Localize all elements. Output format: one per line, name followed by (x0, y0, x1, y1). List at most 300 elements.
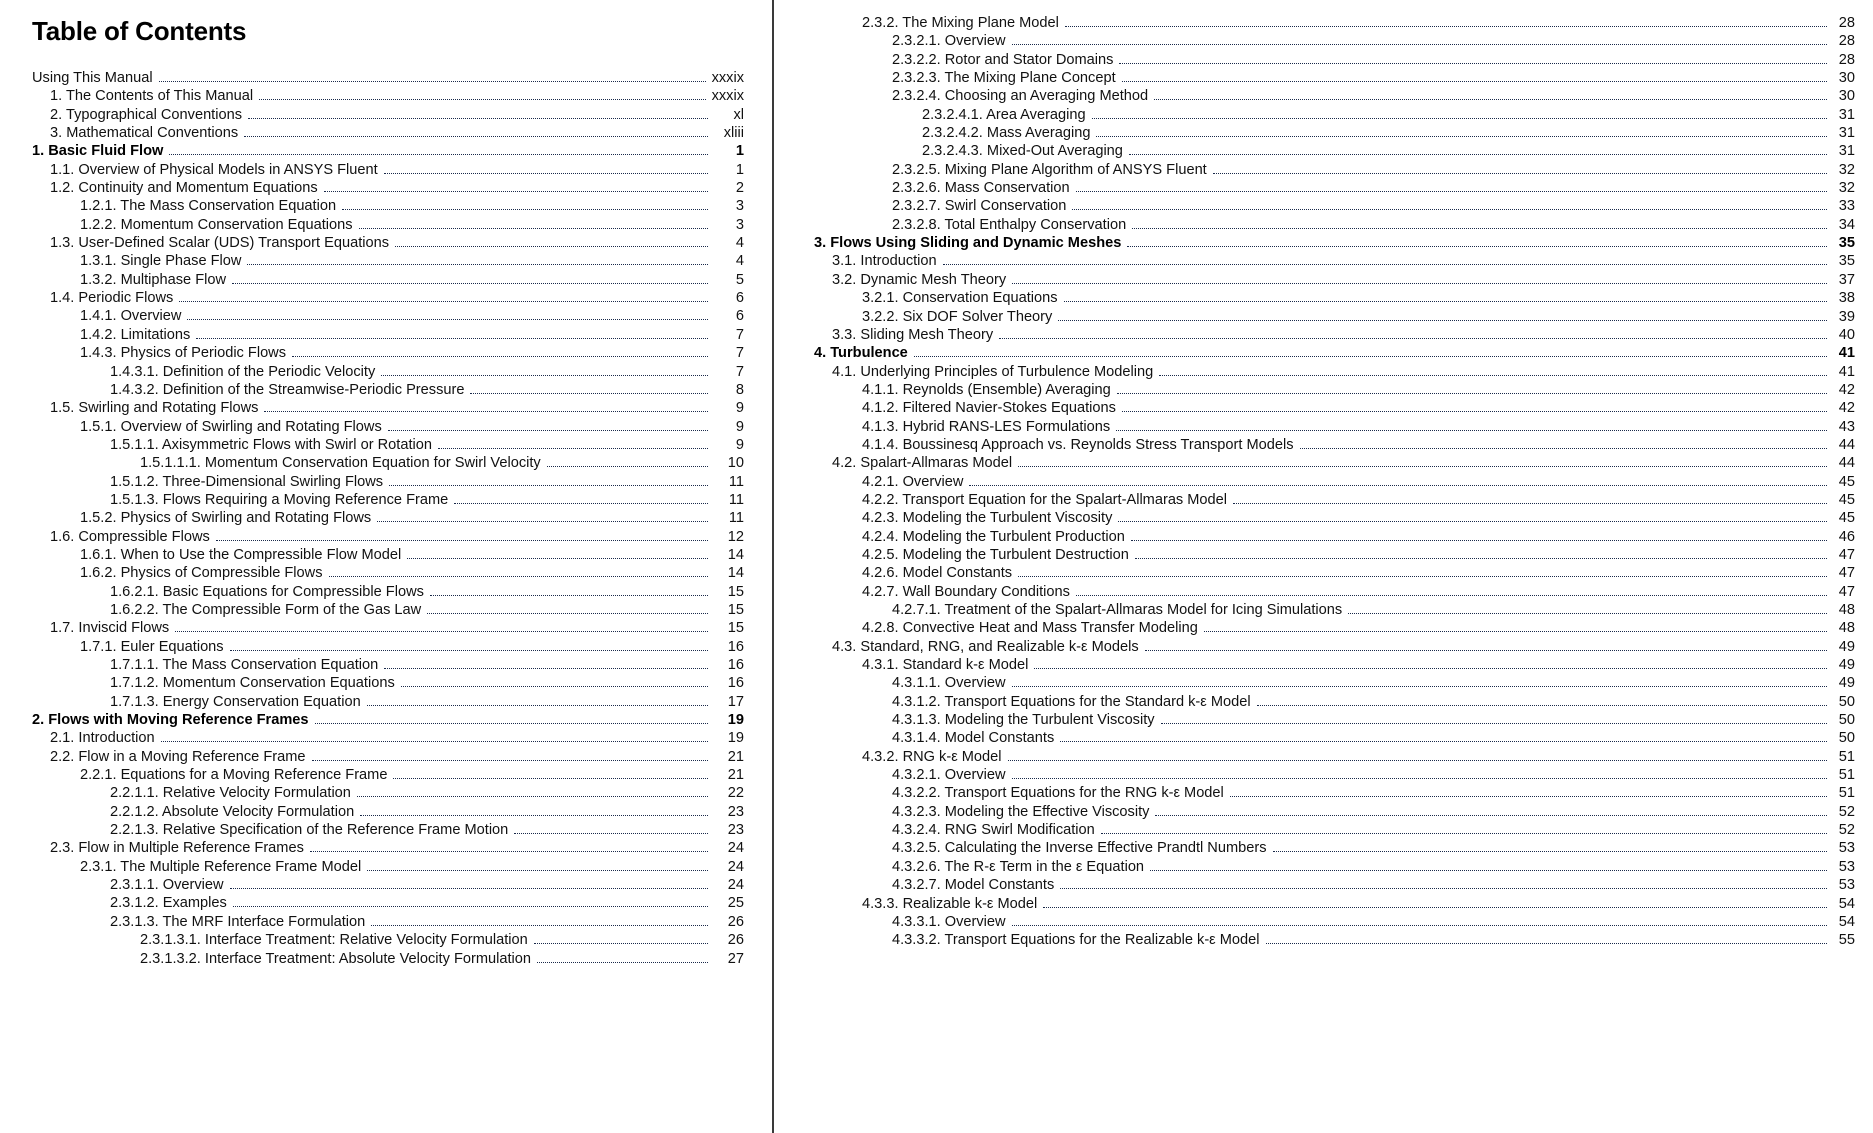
toc-entry-page-number: 53 (1838, 840, 1855, 857)
toc-leader-dots (401, 686, 708, 687)
toc-entry-page-number: 15 (727, 601, 744, 618)
toc-entry-page-number: 1 (735, 143, 744, 160)
toc-entry-label: 1. Basic Fluid Flow (32, 143, 164, 160)
toc-entry-label: 1.4.3. Physics of Periodic Flows (80, 345, 287, 362)
toc-entry[interactable] (814, 161, 1855, 179)
toc-leader-dots (914, 356, 1827, 357)
toc-entry[interactable] (814, 216, 1855, 234)
toc-entry[interactable] (814, 839, 1855, 857)
toc-entry-page-number: 15 (727, 620, 744, 637)
toc-entry[interactable] (814, 601, 1855, 619)
toc-entry[interactable] (814, 326, 1855, 344)
toc-leader-dots (292, 356, 708, 357)
toc-leader-dots (388, 430, 708, 431)
toc-leader-dots (216, 540, 708, 541)
toc-entry-page-number: 3 (735, 216, 744, 233)
toc-entry-page-number: 7 (735, 345, 744, 362)
toc-entry-page-number: 30 (1838, 70, 1855, 87)
toc-entry[interactable] (814, 454, 1855, 472)
toc-entry-label: 4.3.2.1. Overview (892, 767, 1006, 784)
toc-entry[interactable] (814, 399, 1855, 417)
toc-leader-dots (259, 99, 705, 100)
toc-entry-page-number: 49 (1838, 638, 1855, 655)
toc-entry-page-number: 7 (735, 326, 744, 343)
toc-entry-page-number: 33 (1838, 198, 1855, 215)
toc-entry-page-number: 7 (735, 363, 744, 380)
toc-entry[interactable] (32, 931, 744, 949)
toc-entry-label: 1.5.1.3. Flows Requiring a Moving Reference Frame (110, 491, 449, 508)
toc-leader-dots (310, 851, 708, 852)
toc-entry[interactable] (32, 473, 744, 491)
toc-leader-dots (427, 613, 708, 614)
toc-entry-label: 4.3.2. RNG k-ε Model (862, 748, 1002, 765)
toc-entry[interactable] (814, 363, 1855, 381)
toc-entry-label: 1.3.2. Multiphase Flow (80, 271, 227, 288)
toc-entry[interactable] (32, 106, 744, 124)
toc-entry[interactable] (814, 766, 1855, 784)
toc-entry[interactable] (32, 564, 744, 582)
toc-leader-dots (534, 943, 708, 944)
toc-leader-dots (1012, 778, 1827, 779)
toc-entry[interactable] (32, 363, 744, 381)
toc-entry-page-number: 42 (1838, 381, 1855, 398)
toc-leader-dots (1233, 503, 1827, 504)
toc-entry-label: 2. Flows with Moving Reference Frames (32, 712, 309, 729)
toc-leader-dots (1092, 118, 1827, 119)
toc-entry-page-number: 1 (735, 161, 744, 178)
toc-entry[interactable] (32, 124, 744, 142)
toc-entry[interactable] (32, 344, 744, 362)
toc-entry-label: 1.7.1.1. The Mass Conservation Equation (110, 657, 379, 673)
toc-entry[interactable] (32, 179, 744, 197)
toc-entry-page-number: 51 (1838, 748, 1855, 765)
toc-entry-label: 1.4.1. Overview (80, 308, 182, 325)
toc-entry[interactable] (814, 656, 1855, 674)
toc-entry-page-number: 28 (1838, 51, 1855, 68)
toc-entry-label: 3. Flows Using Sliding and Dynamic Meshes (814, 235, 1122, 252)
toc-entry-page-number: 34 (1838, 216, 1855, 233)
toc-leader-dots (1150, 870, 1827, 871)
toc-entry-label: 2.3.2. The Mixing Plane Model (862, 15, 1059, 31)
toc-entry-label: 1.5.2. Physics of Swirling and Rotating Flows (80, 510, 372, 527)
toc-entry-label: 4.3.1.1. Overview (892, 675, 1006, 692)
toc-entry-label: 4. Turbulence (814, 345, 908, 362)
toc-entry-label: 4.3.1.2. Transport Equations for the Standard k-ε Model (892, 693, 1251, 710)
toc-entry[interactable] (814, 69, 1855, 87)
toc-entry-label: 4.3.1.4. Model Constants (892, 730, 1055, 747)
toc-entry[interactable] (32, 729, 744, 747)
toc-entry-page-number: 9 (735, 436, 744, 453)
toc-leader-dots (1155, 815, 1827, 816)
toc-entry[interactable] (32, 894, 744, 912)
toc-entry-page-number: 9 (735, 400, 744, 417)
toc-entry-label: 1.6.2. Physics of Compressible Flows (80, 565, 323, 582)
toc-entry[interactable] (814, 674, 1855, 692)
toc-entry-label: 4.2.7.1. Treatment of the Spalart-Allmaras Model for Icing Simulations (892, 602, 1343, 618)
toc-entry[interactable] (814, 638, 1855, 656)
toc-entry-page-number: 11 (728, 510, 744, 527)
toc-entry-label: 1.7.1.2. Momentum Conservation Equations (110, 675, 395, 692)
toc-entry-page-number: 2 (735, 180, 744, 197)
toc-entry-page-number: 54 (1838, 913, 1855, 930)
toc-leader-dots (1348, 613, 1827, 614)
toc-entry[interactable] (32, 693, 744, 711)
toc-leader-dots (943, 264, 1827, 265)
toc-entry-page-number: 32 (1838, 161, 1855, 178)
toc-leader-dots (1034, 668, 1827, 669)
toc-entry[interactable] (32, 69, 744, 87)
toc-entry[interactable] (814, 821, 1855, 839)
toc-leader-dots (367, 870, 708, 871)
toc-entry[interactable] (814, 14, 1855, 32)
toc-entry-label: 1.4.3.2. Definition of the Streamwise-Periodic Pressure (110, 381, 465, 398)
toc-entry[interactable] (32, 528, 744, 546)
toc-leader-dots (407, 558, 708, 559)
toc-entry[interactable] (32, 381, 744, 399)
toc-leader-dots (1257, 705, 1827, 706)
toc-entry-page-number: 51 (1838, 785, 1855, 802)
toc-entry-page-number: 50 (1838, 693, 1855, 710)
toc-entry-label: 4.1.3. Hybrid RANS-LES Formulations (862, 418, 1111, 435)
toc-leader-dots (1060, 741, 1827, 742)
toc-entry[interactable] (814, 858, 1855, 876)
toc-entry[interactable] (814, 748, 1855, 766)
toc-entry-label: 1.4.2. Limitations (80, 326, 191, 343)
toc-leader-dots (169, 154, 708, 155)
toc-leader-dots (438, 448, 708, 449)
toc-entry-page-number: 11 (728, 473, 744, 490)
toc-entry-label: 1.4.3.1. Definition of the Periodic Velocity (110, 363, 376, 380)
toc-entry-label: 4.2.4. Modeling the Turbulent Production (862, 528, 1125, 545)
toc-entry[interactable] (32, 271, 744, 289)
toc-entry-label: 1.2.2. Momentum Conservation Equations (80, 216, 353, 233)
toc-entry-label: 3.2.1. Conservation Equations (862, 290, 1058, 307)
toc-entry[interactable] (32, 656, 744, 674)
toc-entry-page-number: 48 (1838, 602, 1855, 618)
toc-entry[interactable] (32, 803, 744, 821)
toc-entry[interactable] (814, 583, 1855, 601)
toc-entry[interactable] (814, 32, 1855, 50)
toc-entry-page-number: 14 (727, 546, 744, 563)
toc-entry-page-number: 26 (727, 932, 744, 949)
toc-leader-dots (1154, 99, 1827, 100)
toc-leader-dots (999, 338, 1827, 339)
toc-leader-dots (161, 741, 708, 742)
toc-entry-label: Using This Manual (32, 70, 153, 86)
toc-entry-label: 2.2.1.3. Relative Specification of the Reference Frame Motion (110, 822, 509, 839)
toc-entry[interactable] (32, 601, 744, 619)
toc-leader-dots (247, 264, 708, 265)
toc-leader-dots (470, 393, 708, 394)
toc-leader-dots (430, 595, 708, 596)
toc-entry-label: 2. Typographical Conventions (50, 106, 243, 123)
toc-entry[interactable] (32, 766, 744, 784)
toc-entry[interactable] (32, 289, 744, 307)
toc-leader-dots (1072, 209, 1827, 210)
toc-leader-dots (1131, 540, 1827, 541)
toc-entry[interactable] (32, 197, 744, 215)
toc-entry[interactable] (32, 950, 744, 968)
toc-entry-page-number: 31 (1838, 106, 1855, 123)
toc-leader-dots (187, 319, 708, 320)
toc-entry[interactable] (32, 87, 744, 105)
toc-entry-page-number: 49 (1838, 657, 1855, 674)
toc-leader-dots (1145, 650, 1827, 651)
toc-entry-page-number: 46 (1838, 528, 1855, 545)
toc-entry[interactable] (814, 913, 1855, 931)
toc-entry-page-number: 47 (1838, 546, 1855, 563)
toc-entry[interactable] (814, 106, 1855, 124)
toc-entry[interactable] (814, 271, 1855, 289)
toc-entry-label: 2.3.2.3. The Mixing Plane Concept (892, 70, 1116, 87)
toc-entry-label: 4.3.1. Standard k-ε Model (862, 657, 1029, 674)
toc-entry[interactable] (32, 509, 744, 527)
toc-entry-page-number: 11 (728, 491, 744, 508)
toc-leader-dots (1076, 595, 1827, 596)
toc-leader-dots (175, 631, 708, 632)
toc-entry-label: 4.3.2.2. Transport Equations for the RNG k-ε Model (892, 785, 1224, 802)
toc-entry-page-number: 47 (1838, 583, 1855, 600)
toc-entry-page-number: 22 (727, 785, 744, 802)
toc-entry-label: 1.2. Continuity and Momentum Equations (50, 180, 318, 197)
toc-entry-page-number: 32 (1838, 180, 1855, 197)
toc-entry[interactable] (814, 51, 1855, 69)
toc-entry[interactable] (32, 821, 744, 839)
toc-entry-page-number: 31 (1838, 125, 1855, 142)
toc-entry[interactable] (814, 931, 1855, 949)
toc-entry-page-number: 8 (735, 381, 744, 398)
page-title: Table of Contents (32, 16, 247, 46)
toc-entry-label: 2.3.1.3.2. Interface Treatment: Absolute Velocity Formulation (140, 950, 532, 967)
toc-entry[interactable] (32, 858, 744, 876)
toc-entry-label: 4.2.5. Modeling the Turbulent Destruction (862, 546, 1129, 563)
toc-leader-dots (367, 705, 708, 706)
toc-entry-page-number: xl (733, 106, 744, 123)
toc-entry[interactable] (32, 454, 744, 472)
toc-leader-dots (1096, 136, 1827, 137)
toc-leader-dots (384, 668, 708, 669)
toc-entry-label: 4.3.2.5. Calculating the Inverse Effective Prandtl Numbers (892, 840, 1267, 857)
toc-entry-page-number: 3 (735, 198, 744, 215)
toc-leader-dots (389, 485, 708, 486)
toc-entry-label: 4.3.3.1. Overview (892, 913, 1006, 930)
toc-entry-page-number: 52 (1838, 822, 1855, 839)
toc-entry[interactable] (32, 638, 744, 656)
toc-entry-label: 1.6.2.2. The Compressible Form of the Gas Law (110, 601, 422, 618)
toc-entry-page-number: 47 (1838, 565, 1855, 582)
toc-leader-dots (312, 760, 709, 761)
toc-leader-dots (1043, 907, 1827, 908)
toc-entry[interactable] (32, 307, 744, 325)
toc-leader-dots (1060, 888, 1827, 889)
toc-leader-dots (1135, 558, 1827, 559)
toc-entry[interactable] (32, 216, 744, 234)
toc-leader-dots (1012, 925, 1827, 926)
toc-entry-page-number: 31 (1838, 143, 1855, 160)
toc-leader-dots (1117, 393, 1827, 394)
toc-entry-label: 2.2.1. Equations for a Moving Reference Frame (80, 767, 388, 784)
toc-entry-page-number: 5 (735, 271, 744, 288)
toc-entry[interactable] (32, 546, 744, 564)
toc-entry-label: 2.3.2.5. Mixing Plane Algorithm of ANSYS Fluent (892, 161, 1207, 178)
toc-entry-label: 4.3.2.7. Model Constants (892, 877, 1055, 894)
toc-leader-dots (230, 650, 708, 651)
toc-entry-page-number: 28 (1838, 33, 1855, 50)
toc-entry[interactable] (32, 711, 744, 729)
toc-leader-dots (315, 723, 708, 724)
toc-entry-page-number: 21 (727, 748, 744, 765)
toc-leader-dots (357, 796, 708, 797)
toc-entry-page-number: 35 (1838, 253, 1855, 270)
toc-leader-dots (1159, 375, 1827, 376)
toc-entry-label: 2.2. Flow in a Moving Reference Frame (50, 748, 306, 765)
toc-entry[interactable] (814, 234, 1855, 252)
toc-entry-label: 4.1.4. Boussinesq Approach vs. Reynolds Stress Transport Models (862, 436, 1294, 453)
toc-list-left (32, 69, 744, 968)
toc-entry-label: 2.3.2.8. Total Enthalpy Conservation (892, 216, 1127, 233)
toc-entry[interactable] (814, 124, 1855, 142)
toc-entry[interactable] (32, 583, 744, 601)
toc-entry-page-number: 14 (727, 565, 744, 582)
toc-leader-dots (1132, 228, 1827, 229)
toc-leader-dots (1204, 631, 1827, 632)
toc-entry-label: 2.3.2.7. Swirl Conservation (892, 198, 1067, 215)
toc-entry[interactable] (814, 876, 1855, 894)
toc-entry[interactable] (814, 895, 1855, 913)
toc-leader-dots (537, 962, 708, 963)
toc-entry-label: 2.1. Introduction (50, 730, 155, 747)
toc-leader-dots (1116, 430, 1827, 431)
toc-entry[interactable] (814, 308, 1855, 326)
toc-entry-label: 4.3. Standard, RNG, and Realizable k-ε Models (832, 638, 1139, 655)
toc-entry-page-number: 12 (727, 528, 744, 545)
toc-entry[interactable] (814, 142, 1855, 160)
toc-entry-label: 1.4. Periodic Flows (50, 290, 174, 307)
toc-list-right (814, 14, 1855, 950)
toc-entry[interactable] (32, 326, 744, 344)
toc-entry[interactable] (32, 418, 744, 436)
toc-entry[interactable] (814, 418, 1855, 436)
toc-entry[interactable] (814, 729, 1855, 747)
toc-entry[interactable] (814, 693, 1855, 711)
toc-entry[interactable] (32, 252, 744, 270)
toc-entry-page-number: 16 (727, 657, 744, 673)
toc-entry[interactable] (814, 711, 1855, 729)
toc-entry-page-number: 48 (1838, 620, 1855, 637)
toc-entry[interactable] (32, 491, 744, 509)
toc-entry-page-number: 50 (1838, 712, 1855, 729)
toc-entry[interactable] (32, 161, 744, 179)
toc-entry-label: 4.3.1.3. Modeling the Turbulent Viscosity (892, 712, 1155, 729)
toc-leader-dots (1266, 943, 1828, 944)
toc-entry-page-number: 53 (1838, 858, 1855, 875)
toc-entry-label: 1.6.1. When to Use the Compressible Flow Model (80, 546, 402, 563)
toc-entry[interactable] (814, 87, 1855, 105)
toc-entry[interactable] (32, 913, 744, 931)
toc-entry-page-number: 15 (727, 583, 744, 600)
toc-entry[interactable] (814, 546, 1855, 564)
toc-entry[interactable] (814, 784, 1855, 802)
toc-entry[interactable] (32, 748, 744, 766)
toc-entry-page-number: 43 (1838, 418, 1855, 435)
toc-entry-label: 4.3.2.3. Modeling the Effective Viscosity (892, 803, 1150, 820)
toc-entry[interactable] (814, 491, 1855, 509)
toc-entry-label: 2.3. Flow in Multiple Reference Frames (50, 840, 304, 857)
toc-entry[interactable] (814, 436, 1855, 454)
toc-entry[interactable] (32, 399, 744, 417)
toc-entry-label: 1.2.1. The Mass Conservation Equation (80, 198, 337, 215)
toc-entry-label: 1.5.1.1.1. Momentum Conservation Equation for Swirl Velocity (140, 455, 541, 472)
toc-entry-page-number: 55 (1838, 932, 1855, 949)
toc-entry-page-number: 28 (1838, 15, 1855, 31)
toc-entry[interactable] (814, 473, 1855, 491)
toc-entry[interactable] (32, 839, 744, 857)
toc-entry[interactable] (32, 142, 744, 160)
toc-leader-dots (1213, 173, 1827, 174)
toc-leader-dots (1273, 851, 1828, 852)
toc-entry-page-number: 6 (735, 308, 744, 325)
toc-leader-dots (381, 375, 708, 376)
toc-entry[interactable] (814, 564, 1855, 582)
toc-entry[interactable] (814, 381, 1855, 399)
toc-entry[interactable] (814, 289, 1855, 307)
toc-entry[interactable] (32, 436, 744, 454)
toc-entry[interactable] (32, 674, 744, 692)
toc-entry-label: 4.3.2.6. The R-ε Term in the ε Equation (892, 858, 1145, 875)
toc-entry[interactable] (814, 803, 1855, 821)
toc-entry[interactable] (32, 619, 744, 637)
toc-entry[interactable] (814, 252, 1855, 270)
toc-entry[interactable] (814, 344, 1855, 362)
toc-entry-page-number: xliii (723, 125, 744, 142)
toc-entry[interactable] (814, 179, 1855, 197)
toc-entry-page-number: xxxix (711, 88, 744, 105)
toc-entry-label: 2.3.2.2. Rotor and Stator Domains (892, 51, 1114, 68)
toc-leader-dots (1230, 796, 1827, 797)
toc-entry[interactable] (814, 528, 1855, 546)
toc-leader-dots (384, 173, 708, 174)
toc-entry-page-number: 24 (727, 877, 744, 894)
toc-entry-label: 1.3.1. Single Phase Flow (80, 253, 242, 270)
toc-entry-label: 4.1.2. Filtered Navier-Stokes Equations (862, 400, 1116, 417)
toc-entry[interactable] (32, 784, 744, 802)
toc-entry-label: 3.2.2. Six DOF Solver Theory (862, 308, 1053, 325)
toc-leader-dots (179, 301, 708, 302)
toc-entry-page-number: 45 (1838, 473, 1855, 490)
toc-leader-dots (1064, 301, 1827, 302)
toc-leader-dots (324, 191, 708, 192)
toc-entry[interactable] (814, 509, 1855, 527)
toc-entry[interactable] (32, 876, 744, 894)
toc-entry-page-number: 52 (1838, 803, 1855, 820)
toc-entry-label: 2.2.1.1. Relative Velocity Formulation (110, 785, 351, 802)
toc-entry[interactable] (814, 197, 1855, 215)
toc-leader-dots (1065, 26, 1827, 27)
right-column (774, 0, 1873, 1133)
toc-leader-dots (1058, 320, 1827, 321)
toc-leader-dots (377, 521, 708, 522)
toc-entry[interactable] (32, 234, 744, 252)
toc-entry-label: 1.5.1.2. Three-Dimensional Swirling Flows (110, 473, 384, 490)
toc-entry-label: 1.7.1.3. Energy Conservation Equation (110, 693, 361, 710)
toc-entry-label: 3. Mathematical Conventions (50, 125, 239, 142)
toc-entry-page-number: 45 (1838, 491, 1855, 508)
toc-entry-page-number: 19 (727, 730, 744, 747)
toc-entry-label: 2.3.1.3.1. Interface Treatment: Relative Velocity Formulation (140, 932, 528, 949)
toc-entry[interactable] (814, 619, 1855, 637)
toc-entry-page-number: 30 (1838, 88, 1855, 105)
toc-entry-label: 1.7.1. Euler Equations (80, 638, 224, 655)
